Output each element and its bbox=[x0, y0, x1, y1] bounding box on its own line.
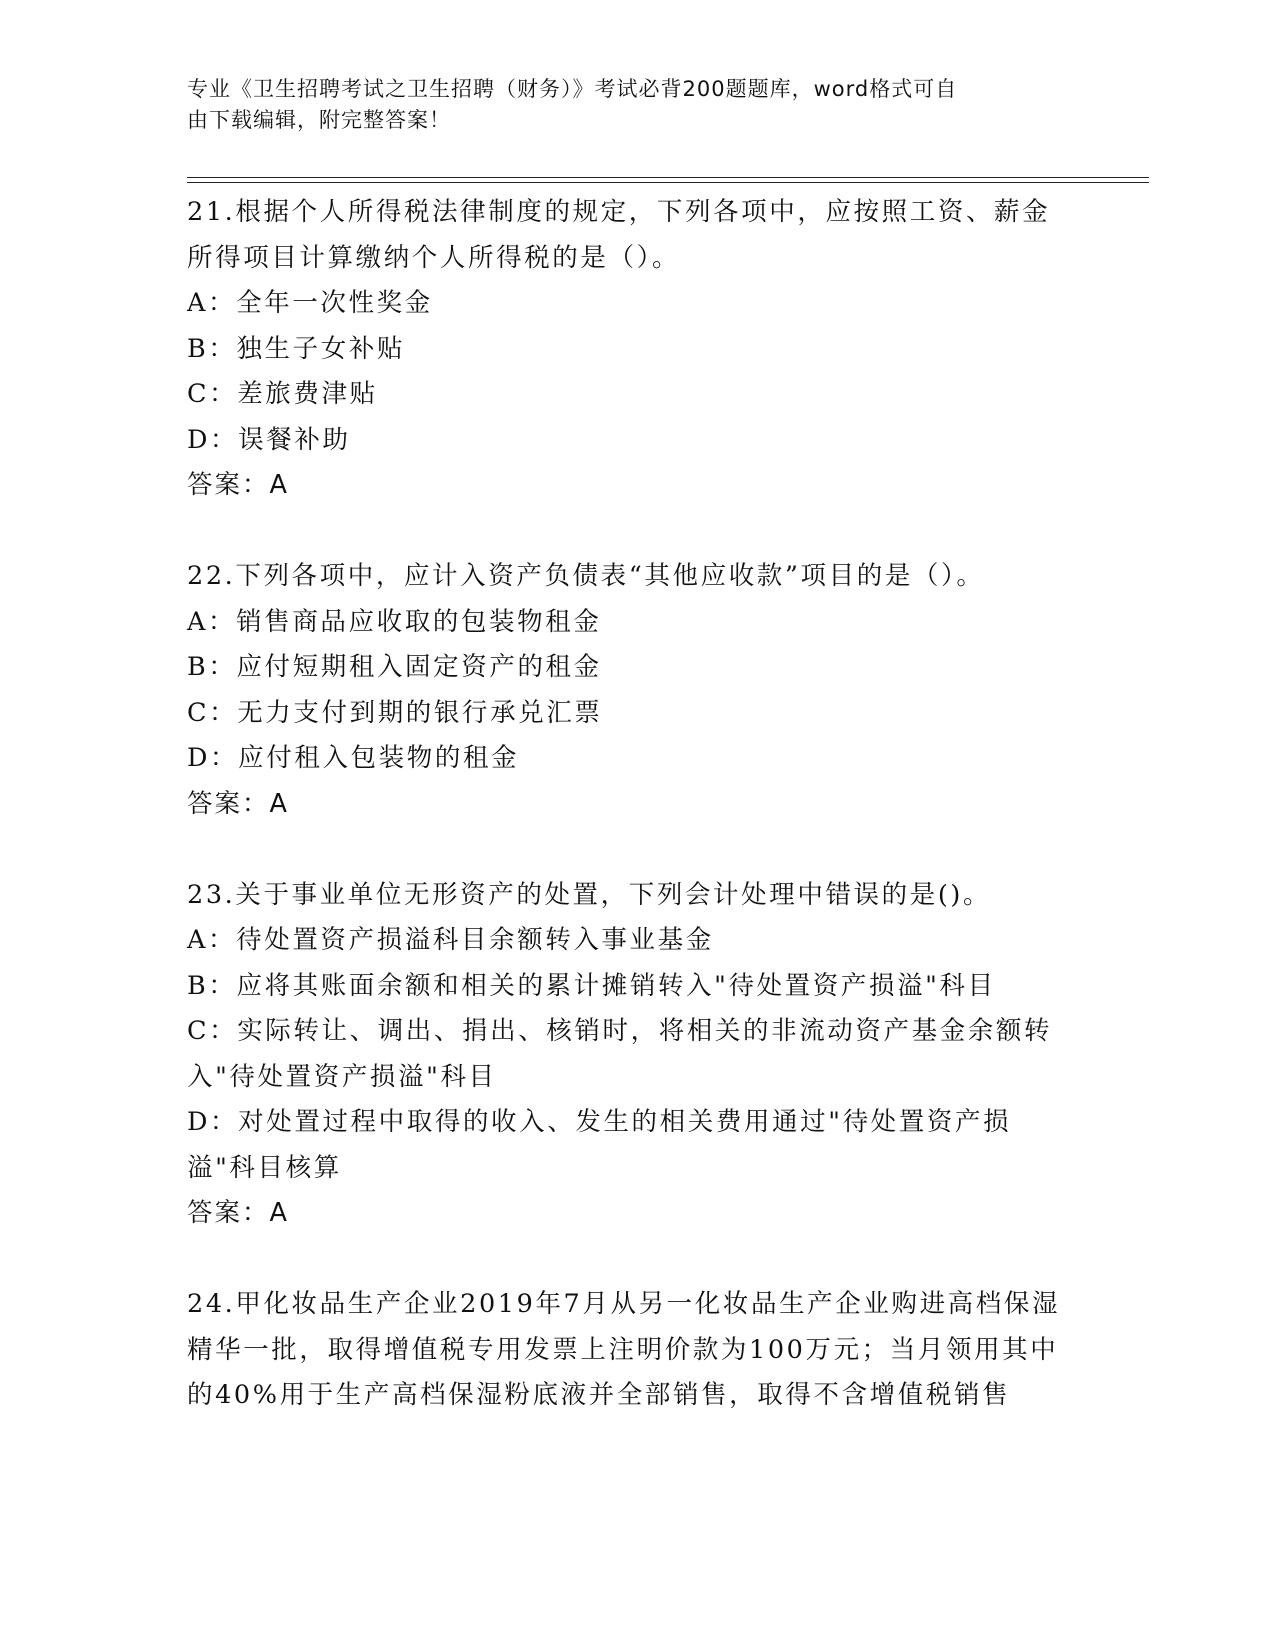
option-d: D：误餐补助 bbox=[187, 424, 351, 455]
question-block-24 bbox=[187, 1282, 1077, 1419]
question-block-21 bbox=[187, 190, 1077, 509]
answer-line: 答案：A bbox=[187, 470, 289, 500]
question-text: 23.关于事业单位无形资产的处置，下列会计处理中错误的是()。 bbox=[187, 879, 992, 910]
option-d: D：应付租入包装物的租金 bbox=[187, 743, 520, 773]
option-b: B：独生子女补贴 bbox=[187, 333, 406, 364]
option-d: D：对处置过程中取得的收入、发生的相关费用通过"待处置资产损溢"科目核算 bbox=[187, 1107, 1012, 1183]
answer-line: 答案：A bbox=[187, 788, 289, 819]
header-line-2: 由下载编辑，附完整答案！ bbox=[187, 108, 451, 132]
option-c: C：无力支付到期的银行承兑汇票 bbox=[187, 697, 603, 728]
option-c: C：差旅费津贴 bbox=[187, 379, 378, 409]
question-block-22 bbox=[187, 554, 1077, 827]
question-block-23 bbox=[187, 873, 1077, 1237]
option-b: B：应将其账面余额和相关的累计摊销转入"待处置资产损溢"科目 bbox=[187, 970, 996, 1001]
header-divider-bottom bbox=[187, 182, 1149, 183]
question-text: 24.甲化妆品生产企业2019年7月从另一化妆品生产企业购进高档保湿精华一批，取得增值税专用发票上注明价款为100万元；当月领用其中的40%用于生产高档保湿粉底液并全部销售，取得不含增值税销售 bbox=[187, 1289, 1061, 1410]
header-line-1: 专业《卫生招聘考试之卫生招聘（财务）》考试必背200题题库，word格式可自 bbox=[187, 77, 958, 101]
question-spacer bbox=[187, 1237, 1077, 1283]
question-list bbox=[187, 190, 1077, 1419]
option-a: A：待处置资产损溢科目余额转入事业基金 bbox=[187, 925, 714, 955]
option-c: C：实际转让、调出、捐出、核销时，将相关的非流动资产基金余额转入"待处置资产损溢"科目 bbox=[187, 1016, 1053, 1092]
option-a: A：销售商品应收取的包装物租金 bbox=[187, 606, 602, 637]
option-b: B：应付短期租入固定资产的租金 bbox=[187, 652, 602, 682]
question-text: 21.根据个人所得税法律制度的规定，下列各项中，应按照工资、薪金所得项目计算缴纳个人所得税的是（）。 bbox=[187, 197, 1051, 273]
option-a: A：全年一次性奖金 bbox=[187, 288, 433, 318]
answer-line: 答案：A bbox=[187, 1198, 289, 1228]
document-header bbox=[187, 74, 1067, 136]
question-text: 22.下列各项中，应计入资产负债表“其他应收款”项目的是（）。 bbox=[187, 561, 985, 591]
question-spacer bbox=[187, 509, 1077, 555]
question-spacer bbox=[187, 827, 1077, 873]
header-divider-top bbox=[187, 177, 1149, 178]
